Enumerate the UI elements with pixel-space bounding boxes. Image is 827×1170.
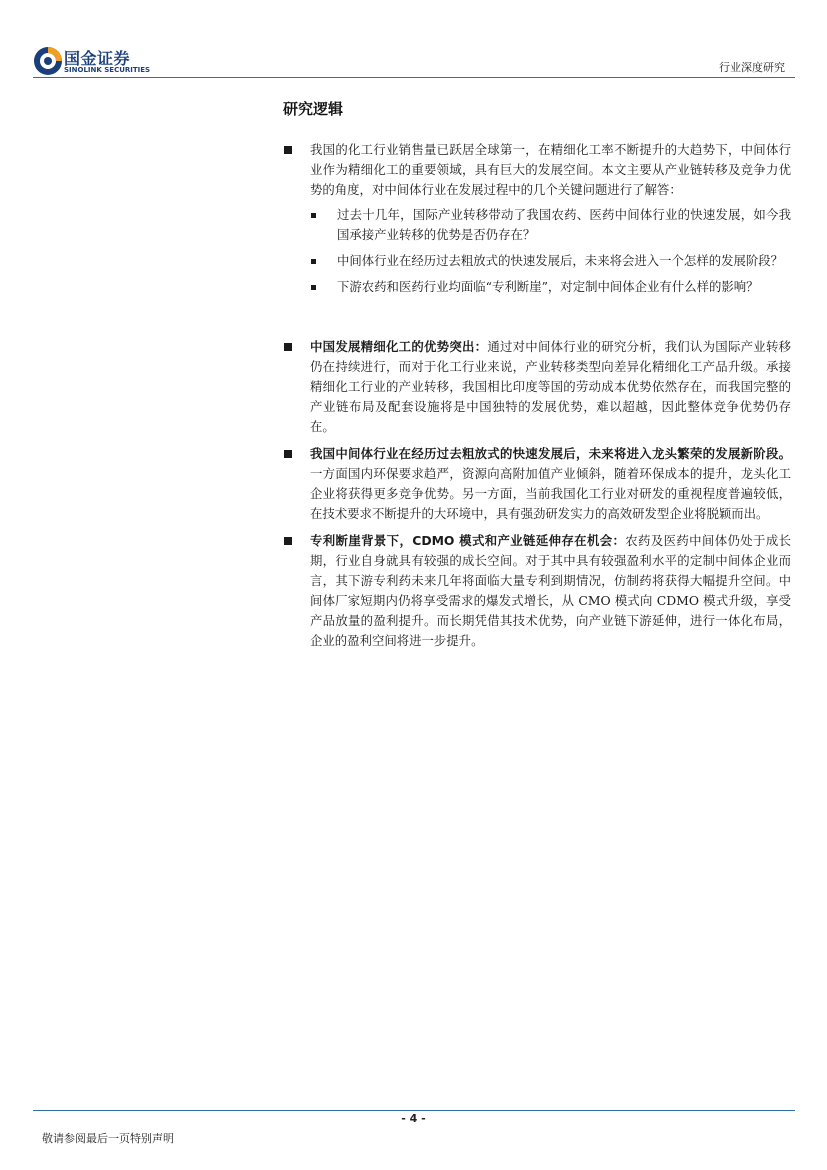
- key-point-text: 一方面国内环保要求趋严，资源向高附加值产业倾斜，随着环保成本的提升，龙头化工企业将获得更多竞争优势。另一方面，当前我国化工行业对研发的重视程度普遍较低，在技术要求不断提升的大环境中，具有强劲研发实力的高效研发型企业将脱颖而出。: [310, 466, 791, 521]
- section-title: 研究逻辑: [283, 100, 344, 118]
- square-bullet-icon: [284, 343, 292, 351]
- square-bullet-icon: [284, 450, 292, 458]
- key-point-text: 通过对中间体行业的研究分析，我们认为国际产业转移仍在持续进行，而对于化工行业来说，产业转移类型向差异化精细化工产品升级。承接精细化工行业的产业转移，我国相比印度等国的劳动成本优势依然存在，而我国完整的产业链布局及配套设施将是中国独特的发展优势，难以超越，因此整体竞争优势仍存在。: [310, 339, 792, 434]
- key-point-item: [283, 531, 791, 651]
- logo-chinese-name: 国金证券: [64, 49, 131, 68]
- question-text: 下游农药和医药行业均面临“专利断崖”，对定制中间体企业有什么样的影响？: [337, 279, 759, 294]
- intro-text: 我国的化工行业销售量已跃居全球第一，在精细化工率不断提升的大趋势下，中间体行业作为精细化工的重要领域，具有巨大的发展空间。本文主要从产业链转移及竞争力优势的角度，对中间体行业在发展过程中的几个关键问题进行了解答：: [310, 142, 791, 197]
- key-point-lead: 中国发展精细化工的优势突出：: [310, 339, 488, 354]
- key-point-lead: 我国中间体行业在经历过去粗放式的快速发展后，未来将进入龙头繁荣的发展新阶段。: [310, 446, 791, 461]
- key-point-item: [283, 444, 791, 524]
- footer-divider: [33, 1110, 795, 1111]
- square-bullet-icon: [284, 146, 292, 154]
- question-item: [310, 251, 791, 271]
- page-header: [0, 0, 827, 85]
- logo-english-name: SINOLINK SECURITIES: [64, 66, 151, 74]
- main-content: [283, 98, 791, 651]
- question-text: 过去十几年，国际产业转移带动了我国农药、医药中间体行业的快速发展，如今我国承接产业转移的优势是否仍存在？: [337, 207, 791, 242]
- key-point-text: 农药及医药中间体仍处于成长期，行业自身就具有较强的成长空间。对于其中具有较强盈利水平的定制中间体企业而言，其下游专利药未来几年将面临大量专利到期情况，仿制药将获得大幅提升空间。中间体厂家短期内仍将享受需求的爆发式增长，从 CMO 模式向 CDMO 模式升级，享受产品放量的盈利提升。而长期凭借其技术优势，向产业链下游延伸，进行一体化布局，企业的盈利空间将进一步提升。: [310, 533, 792, 648]
- small-square-bullet-icon: [311, 259, 316, 264]
- small-square-bullet-icon: [311, 285, 316, 290]
- key-point-lead: 专利断崖背景下，CDMO 模式和产业链延伸存在机会：: [310, 533, 626, 548]
- question-item: [310, 205, 791, 245]
- key-point-item: [283, 337, 791, 437]
- report-type: 行业深度研究: [719, 61, 785, 74]
- header-divider: [33, 77, 795, 78]
- question-list: [310, 205, 791, 297]
- small-square-bullet-icon: [311, 213, 316, 218]
- page-number: - 4 -: [401, 1112, 426, 1125]
- sinolink-logo-icon: [33, 46, 63, 76]
- question-text: 中间体行业在经历过去粗放式的快速发展后，未来将会进入一个怎样的发展阶段？: [337, 253, 784, 268]
- disclaimer-note: 敬请参阅最后一页特别声明: [42, 1132, 174, 1145]
- square-bullet-icon: [284, 537, 292, 545]
- question-item: [310, 277, 791, 297]
- intro-list-item: [283, 140, 791, 297]
